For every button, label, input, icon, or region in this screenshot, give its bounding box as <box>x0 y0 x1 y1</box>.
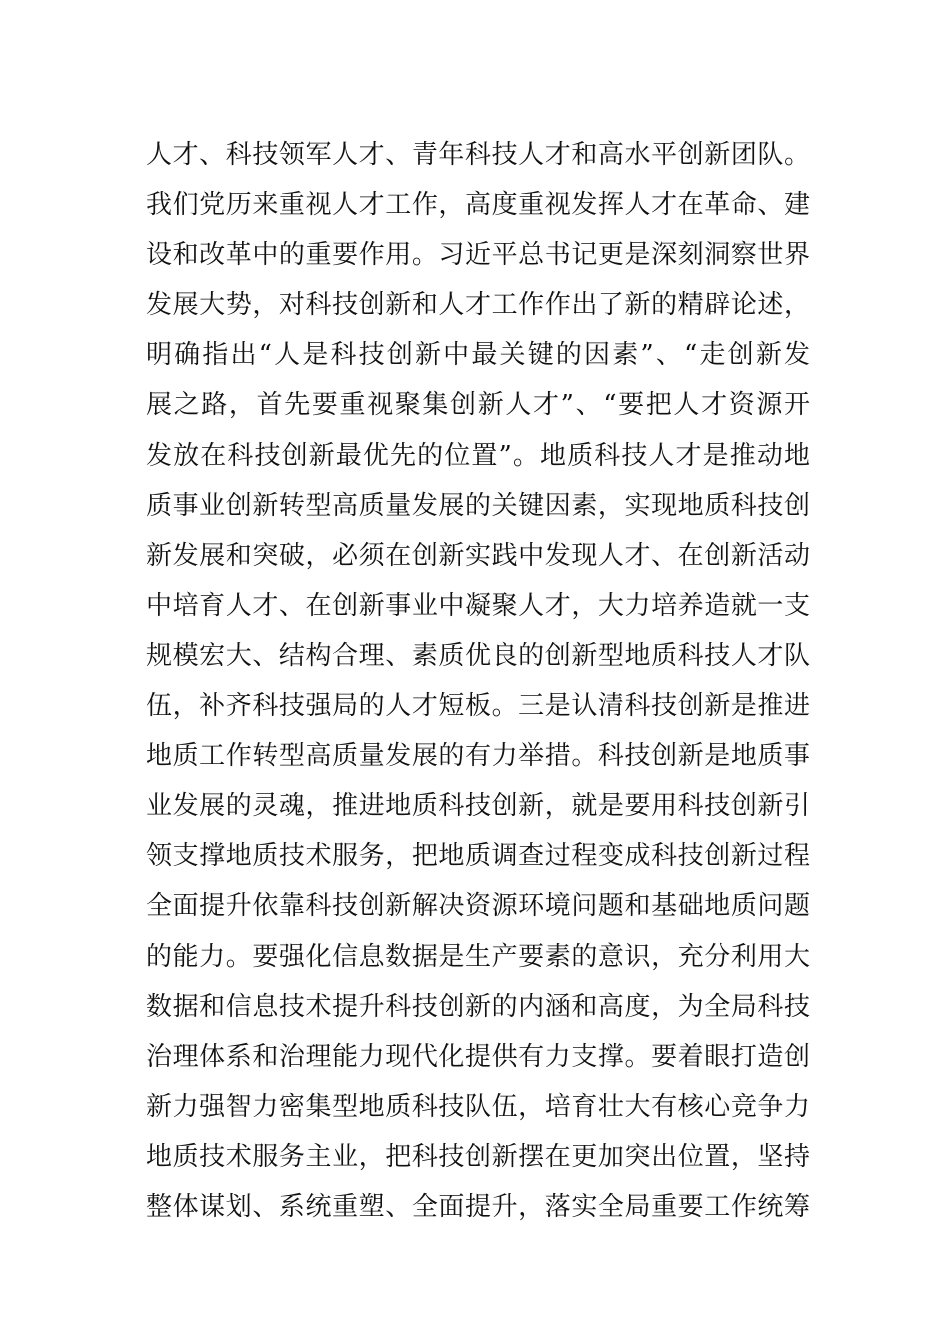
text-line-1: 人才、科技领军人才、青年科技人才和高水平创新团队。 <box>146 140 810 170</box>
text-line-8: 质事业创新转型高质量发展的关键因素，实现地质科技创 <box>146 490 810 521</box>
text-line-17: 的能力。要强化信息数据是生产要素的意识，充分利用大 <box>146 941 810 972</box>
text-line-5: 明确指出“人是科技创新中最关键的因素”、“走创新发 <box>146 340 810 371</box>
text-line-12: 伍，补齐科技强局的人才短板。三是认清科技创新是推进 <box>146 691 810 722</box>
text-line-7: 发放在科技创新最优先的位置”。地质科技人才是推动地 <box>146 440 810 471</box>
text-line-10: 中培育人才、在创新事业中凝聚人才，大力培养造就一支 <box>146 590 810 621</box>
text-line-22: 整体谋划、系统重塑、全面提升，落实全局重要工作统筹 <box>146 1191 810 1222</box>
text-line-19: 治理体系和治理能力现代化提供有力支撑。要着眼打造创 <box>146 1041 810 1072</box>
text-line-18: 数据和信息技术提升科技创新的内涵和高度，为全局科技 <box>146 991 810 1022</box>
text-line-16: 全面提升依靠科技创新解决资源环境问题和基础地质问题 <box>146 891 810 922</box>
text-line-13: 地质工作转型高质量发展的有力举措。科技创新是地质事 <box>146 741 810 772</box>
text-line-3: 设和改革中的重要作用。习近平总书记更是深刻洞察世界 <box>146 240 810 271</box>
text-line-14: 业发展的灵魂，推进地质科技创新，就是要用科技创新引 <box>146 791 810 822</box>
body-text <box>146 130 810 1232</box>
text-line-4: 发展大势，对科技创新和人才工作作出了新的精辟论述， <box>146 290 810 321</box>
text-line-9: 新发展和突破，必须在创新实践中发现人才、在创新活动 <box>146 540 810 571</box>
text-line-11: 规模宏大、结构合理、素质优良的创新型地质科技人才队 <box>146 640 810 671</box>
text-line-2: 我们党历来重视人才工作，高度重视发挥人才在革命、建 <box>146 190 810 221</box>
text-line-6: 展之路，首先要重视聚集创新人才”、“要把人才资源开 <box>146 390 810 421</box>
text-line-20: 新力强智力密集型地质科技队伍，培育壮大有核心竞争力 <box>146 1091 810 1122</box>
text-line-15: 领支撑地质技术服务，把地质调查过程变成科技创新过程 <box>146 841 810 872</box>
text-line-21: 地质技术服务主业，把科技创新摆在更加突出位置，坚持 <box>146 1141 810 1172</box>
